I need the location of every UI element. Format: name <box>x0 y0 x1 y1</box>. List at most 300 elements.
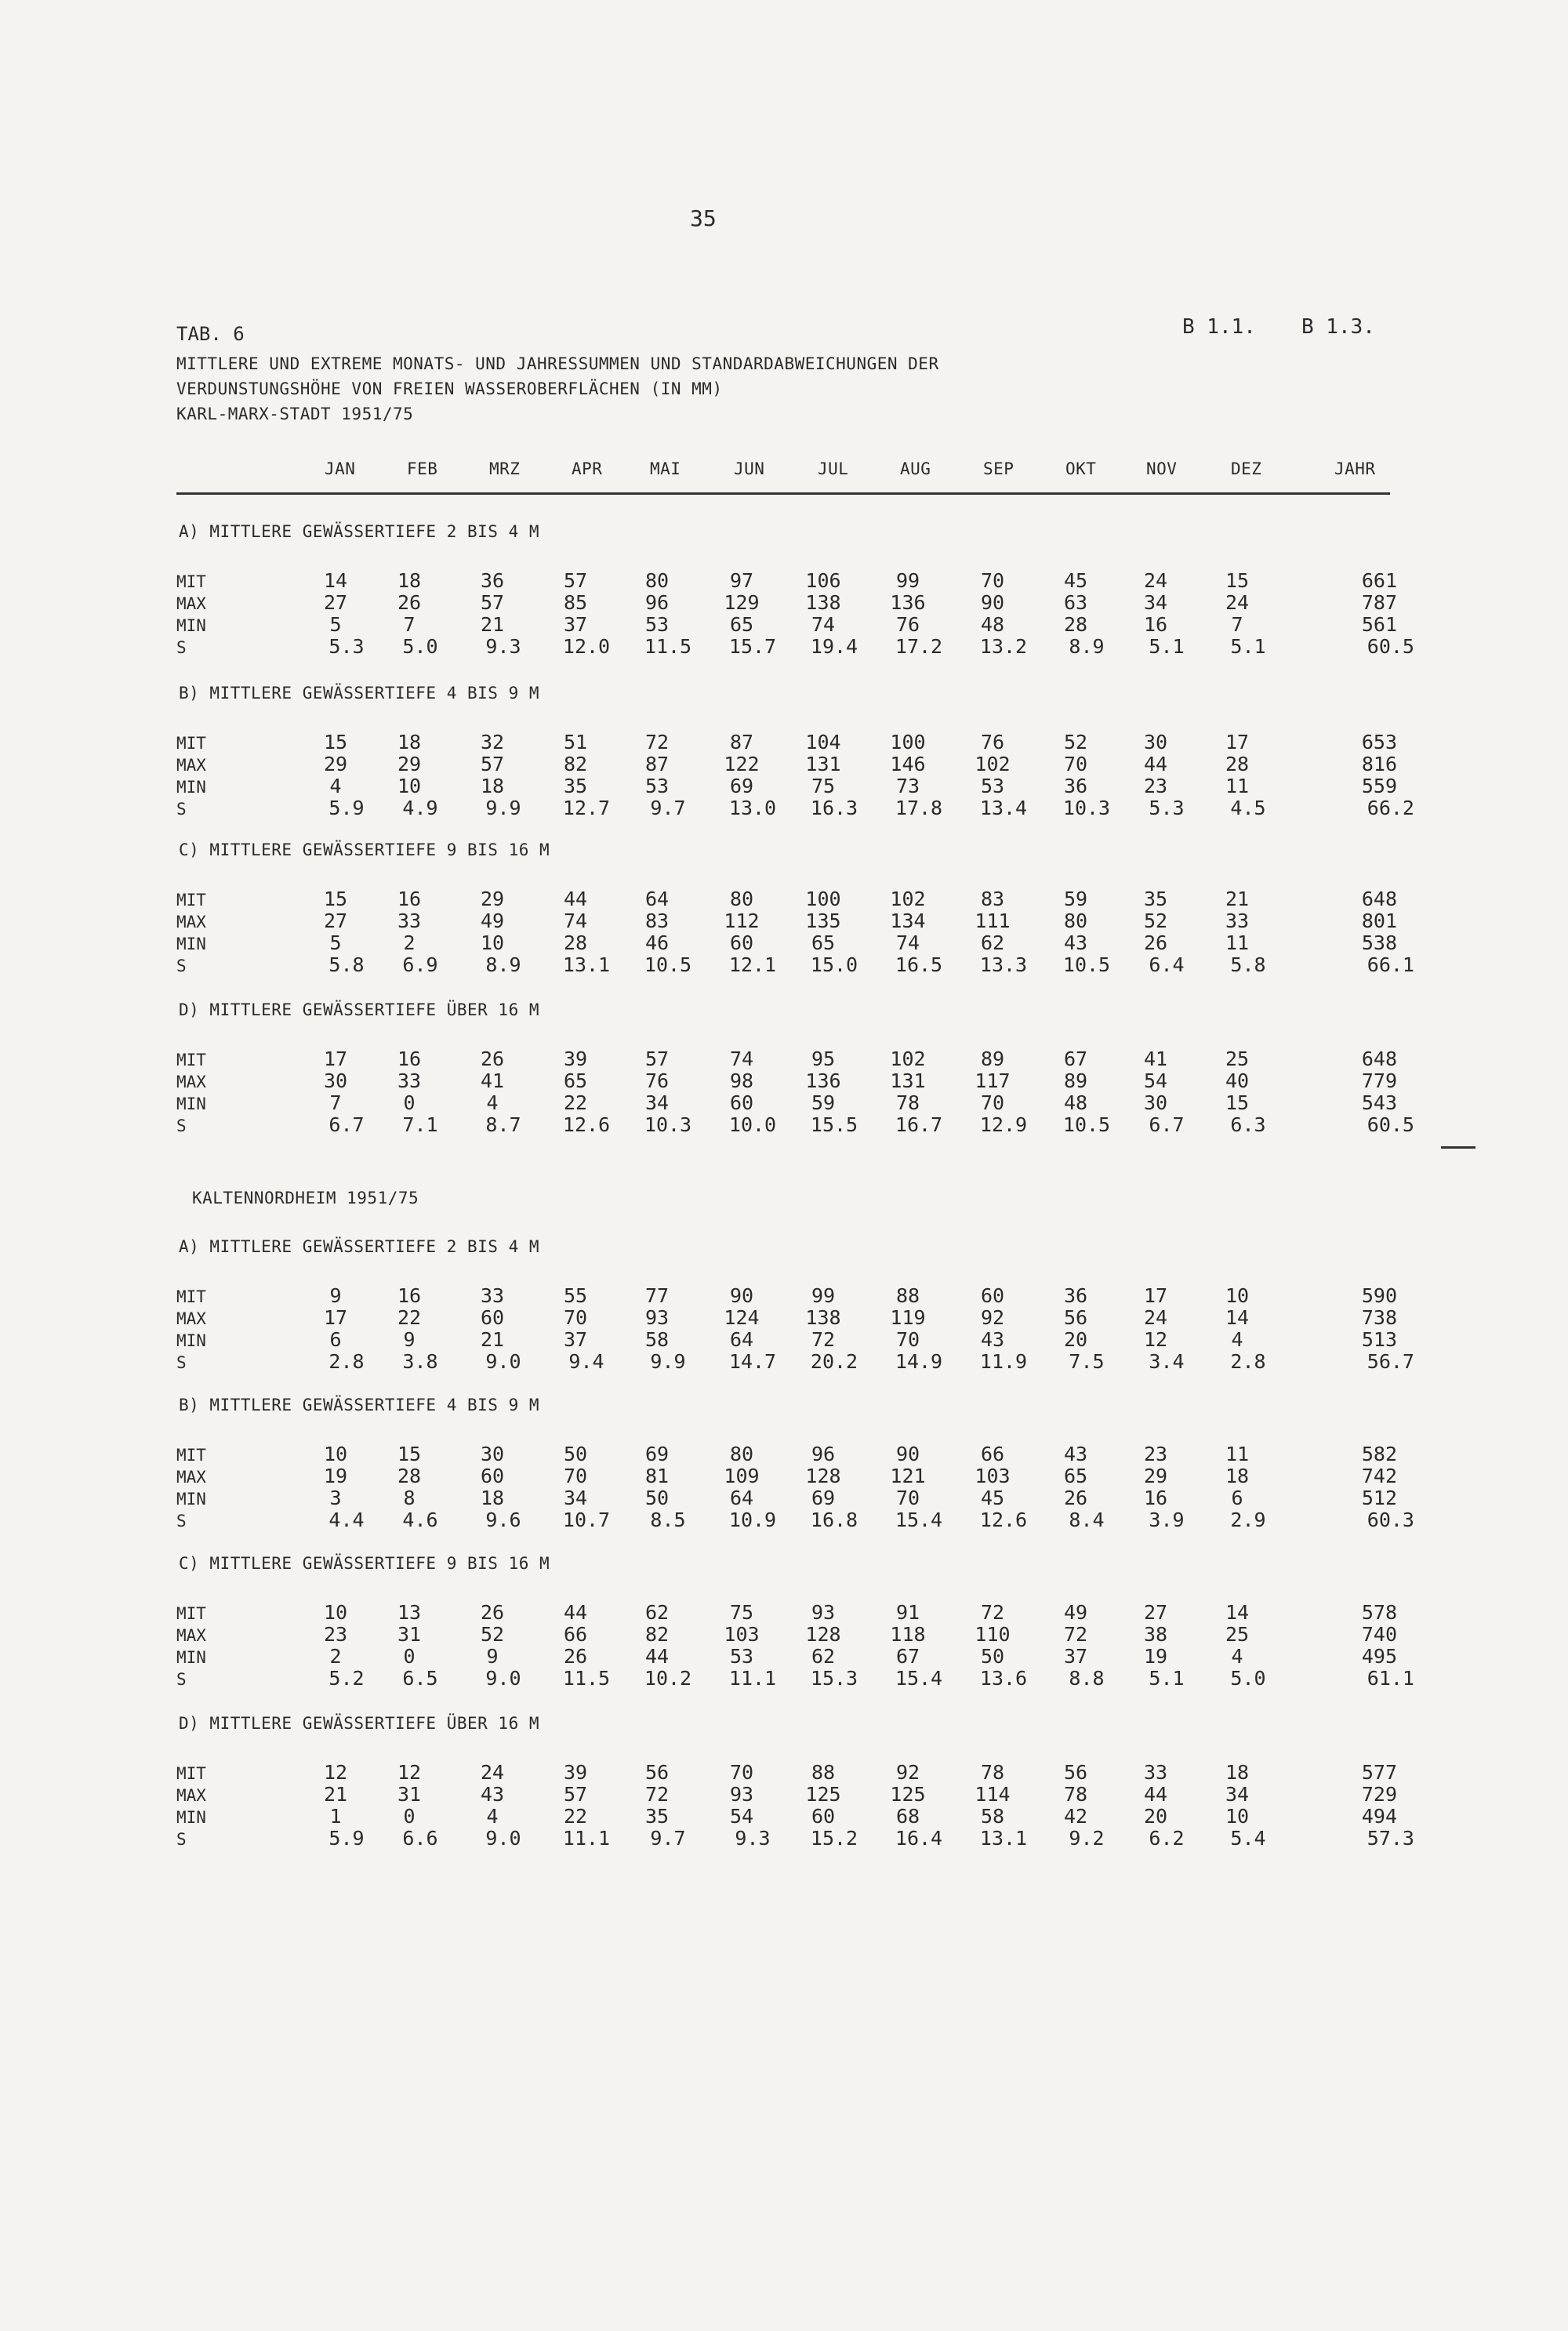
table-cell: 11 <box>1225 775 1250 797</box>
table-cell: 66 <box>563 1623 588 1646</box>
table-cell: 8.9 <box>1069 635 1105 658</box>
table-cell: 3.4 <box>1149 1350 1185 1373</box>
table-cell: 8.5 <box>650 1509 686 1531</box>
table-cell: 73 <box>895 775 920 797</box>
table-cell: 561 <box>1361 613 1397 636</box>
table-cell: 661 <box>1361 569 1397 592</box>
table-cell: 15 <box>323 888 348 910</box>
table-cell: 75 <box>811 775 836 797</box>
table-cell: 14.7 <box>728 1350 777 1373</box>
table-cell: 7 <box>403 613 416 636</box>
table-cell: 99 <box>811 1284 836 1307</box>
table-cell: 136 <box>805 1069 841 1092</box>
table-cell: 41 <box>1143 1047 1168 1070</box>
table-cell: 50 <box>980 1645 1005 1668</box>
table-cell: 138 <box>805 591 841 614</box>
table-cell: 18 <box>1225 1465 1250 1487</box>
table-cell: 104 <box>805 731 841 753</box>
table-cell: 30 <box>480 1443 505 1465</box>
table-cell: 65 <box>1063 1465 1088 1487</box>
column-header-feb: FEB <box>407 459 438 478</box>
reference-1: B 1.1. <box>1182 315 1256 339</box>
table-cell: 37 <box>563 613 588 636</box>
table-cell: 37 <box>1063 1645 1088 1668</box>
row-label-min: MIN <box>176 778 206 797</box>
row-label-s: S <box>176 638 187 657</box>
table-cell: 29 <box>323 753 348 775</box>
table-cell: 24 <box>1225 591 1250 614</box>
table-cell: 66 <box>980 1443 1005 1465</box>
table-cell: 9.7 <box>650 797 686 819</box>
table-cell: 57 <box>563 569 588 592</box>
table-cell: 134 <box>890 910 926 932</box>
table-cell: 16.8 <box>810 1509 858 1531</box>
table-cell: 122 <box>724 753 760 775</box>
table-cell: 34 <box>1225 1783 1250 1806</box>
table-cell: 6.4 <box>1149 953 1185 976</box>
table-cell: 74 <box>563 910 588 932</box>
table-cell: 15.5 <box>810 1113 858 1136</box>
column-header-nov: NOV <box>1146 459 1178 478</box>
table-cell: 10 <box>480 931 505 954</box>
table-label: TAB. 6 <box>176 323 245 345</box>
page-number: 35 <box>690 205 717 231</box>
table-cell: 70 <box>563 1465 588 1487</box>
table-title-line-3: KARL-MARX-STADT 1951/75 <box>176 405 414 423</box>
table-cell: 64 <box>729 1487 754 1509</box>
table-cell: 11.9 <box>979 1350 1028 1373</box>
row-label-s: S <box>176 800 187 819</box>
table-cell: 28 <box>1225 753 1250 775</box>
table-cell: 131 <box>890 1069 926 1092</box>
table-cell: 57 <box>644 1047 670 1070</box>
section-title: A) MITTLERE GEWÄSSERTIEFE 2 BIS 4 M <box>179 1237 540 1256</box>
table-cell: 45 <box>1063 569 1088 592</box>
table-cell: 121 <box>890 1465 926 1487</box>
table-cell: 80 <box>1063 910 1088 932</box>
margin-dash <box>1441 1146 1475 1149</box>
table-cell: 30 <box>1143 731 1168 753</box>
table-cell: 3 <box>329 1487 342 1509</box>
table-cell: 59 <box>811 1091 836 1114</box>
table-cell: 83 <box>980 888 1005 910</box>
row-label-mit: MIT <box>176 891 206 910</box>
table-cell: 15.7 <box>728 635 777 658</box>
table-cell: 38 <box>1143 1623 1168 1646</box>
table-cell: 39 <box>563 1047 588 1070</box>
table-cell: 72 <box>1063 1623 1088 1646</box>
table-cell: 44 <box>563 1601 588 1624</box>
table-cell: 6 <box>329 1328 342 1351</box>
row-label-min: MIN <box>176 616 206 635</box>
table-cell: 6.2 <box>1149 1827 1185 1850</box>
table-cell: 7.5 <box>1069 1350 1105 1373</box>
table-cell: 67 <box>895 1645 920 1668</box>
row-label-min: MIN <box>176 1095 206 1113</box>
table-cell: 16 <box>397 1284 422 1307</box>
table-cell: 26 <box>1143 931 1168 954</box>
table-cell: 15 <box>1225 1091 1250 1114</box>
table-cell: 11.1 <box>562 1827 611 1850</box>
table-cell: 33 <box>397 910 422 932</box>
table-cell: 538 <box>1361 931 1397 954</box>
table-cell: 11 <box>1225 1443 1250 1465</box>
table-cell: 11.5 <box>562 1667 611 1690</box>
table-cell: 6.7 <box>1149 1113 1185 1136</box>
table-cell: 15 <box>1225 569 1250 592</box>
table-cell: 41 <box>480 1069 505 1092</box>
table-cell: 19.4 <box>810 635 858 658</box>
table-cell: 103 <box>724 1623 760 1646</box>
table-cell: 60 <box>729 1091 754 1114</box>
table-cell: 56 <box>1063 1306 1088 1329</box>
table-cell: 52 <box>1063 731 1088 753</box>
table-cell: 5.0 <box>1230 1667 1266 1690</box>
table-cell: 9.0 <box>485 1350 521 1373</box>
table-cell: 22 <box>563 1805 588 1828</box>
table-cell: 57 <box>480 753 505 775</box>
column-header-mai: MAI <box>650 459 681 478</box>
column-header-mrz: MRZ <box>489 459 521 478</box>
table-cell: 13.1 <box>562 953 611 976</box>
row-label-mit: MIT <box>176 1287 206 1306</box>
table-cell: 82 <box>644 1623 670 1646</box>
table-cell: 13.6 <box>979 1667 1028 1690</box>
column-header-okt: OKT <box>1065 459 1097 478</box>
table-cell: 52 <box>1143 910 1168 932</box>
table-cell: 17 <box>323 1047 348 1070</box>
table-cell: 15 <box>397 1443 422 1465</box>
table-cell: 10.5 <box>1062 1113 1111 1136</box>
table-cell: 4 <box>329 775 342 797</box>
table-cell: 729 <box>1361 1783 1397 1806</box>
table-cell: 14.9 <box>895 1350 943 1373</box>
table-cell: 30 <box>323 1069 348 1092</box>
table-cell: 8.4 <box>1069 1509 1105 1531</box>
table-cell: 10 <box>1225 1284 1250 1307</box>
table-cell: 83 <box>644 910 670 932</box>
table-cell: 51 <box>563 731 588 753</box>
table-cell: 34 <box>644 1091 670 1114</box>
row-label-max: MAX <box>176 1309 206 1328</box>
table-cell: 9 <box>329 1284 342 1307</box>
table-cell: 91 <box>895 1601 920 1624</box>
table-cell: 5.0 <box>402 635 438 658</box>
table-cell: 70 <box>980 1091 1005 1114</box>
table-cell: 21 <box>323 1783 348 1806</box>
table-cell: 69 <box>811 1487 836 1509</box>
table-cell: 14 <box>1225 1306 1250 1329</box>
table-cell: 0 <box>403 1645 416 1668</box>
table-cell: 85 <box>563 591 588 614</box>
table-cell: 70 <box>895 1487 920 1509</box>
table-cell: 58 <box>980 1805 1005 1828</box>
row-label-s: S <box>176 1353 187 1372</box>
table-cell: 72 <box>980 1601 1005 1624</box>
table-cell: 23 <box>1143 1443 1168 1465</box>
table-cell: 10.9 <box>728 1509 777 1531</box>
table-cell: 9.2 <box>1069 1827 1105 1850</box>
table-cell: 648 <box>1361 888 1397 910</box>
table-cell: 77 <box>644 1284 670 1307</box>
table-cell: 49 <box>480 910 505 932</box>
table-cell: 42 <box>1063 1805 1088 1828</box>
table-cell: 10.5 <box>644 953 692 976</box>
table-cell: 27 <box>323 591 348 614</box>
table-cell: 128 <box>805 1465 841 1487</box>
table-cell: 35 <box>644 1805 670 1828</box>
table-cell: 136 <box>890 591 926 614</box>
table-cell: 74 <box>729 1047 754 1070</box>
table-cell: 17 <box>1143 1284 1168 1307</box>
table-cell: 9.0 <box>485 1827 521 1850</box>
table-cell: 53 <box>644 613 670 636</box>
table-cell: 8.8 <box>1069 1667 1105 1690</box>
table-cell: 16.5 <box>895 953 943 976</box>
table-cell: 15.4 <box>895 1667 943 1690</box>
table-cell: 124 <box>724 1306 760 1329</box>
table-cell: 80 <box>644 569 670 592</box>
table-cell: 4 <box>1231 1645 1243 1668</box>
table-cell: 60 <box>811 1805 836 1828</box>
row-label-min: MIN <box>176 1648 206 1667</box>
table-cell: 9.6 <box>485 1509 521 1531</box>
table-cell: 9.9 <box>650 1350 686 1373</box>
table-cell: 9.0 <box>485 1667 521 1690</box>
table-cell: 495 <box>1361 1645 1397 1668</box>
table-cell: 18 <box>480 1487 505 1509</box>
table-cell: 96 <box>644 591 670 614</box>
table-cell: 72 <box>811 1328 836 1351</box>
table-cell: 5 <box>329 931 342 954</box>
table-cell: 89 <box>1063 1069 1088 1092</box>
table-cell: 9 <box>403 1328 416 1351</box>
table-cell: 0 <box>403 1091 416 1114</box>
table-cell: 31 <box>397 1623 422 1646</box>
column-header-jahr: JAHR <box>1334 459 1376 478</box>
section-title: D) MITTLERE GEWÄSSERTIEFE ÜBER 16 M <box>179 1714 540 1733</box>
table-cell: 70 <box>980 569 1005 592</box>
table-cell: 3.9 <box>1149 1509 1185 1531</box>
table-cell: 653 <box>1361 731 1397 753</box>
table-cell: 740 <box>1361 1623 1397 1646</box>
table-cell: 61.1 <box>1367 1667 1414 1690</box>
table-cell: 62 <box>644 1601 670 1624</box>
table-cell: 13.2 <box>979 635 1028 658</box>
station-title-kaltennordheim: KALTENNORDHEIM 1951/75 <box>192 1189 419 1207</box>
table-cell: 648 <box>1361 1047 1397 1070</box>
table-cell: 37 <box>563 1328 588 1351</box>
table-cell: 56.7 <box>1367 1350 1414 1373</box>
table-cell: 103 <box>975 1465 1011 1487</box>
table-cell: 801 <box>1361 910 1397 932</box>
table-cell: 0 <box>403 1805 416 1828</box>
table-cell: 27 <box>1143 1601 1168 1624</box>
table-cell: 6.5 <box>402 1667 438 1690</box>
table-cell: 2.8 <box>1230 1350 1266 1373</box>
table-cell: 12.6 <box>562 1113 611 1136</box>
section-title: D) MITTLERE GEWÄSSERTIEFE ÜBER 16 M <box>179 1000 540 1019</box>
table-cell: 128 <box>805 1623 841 1646</box>
table-cell: 5.9 <box>328 1827 365 1850</box>
table-cell: 15.4 <box>895 1509 943 1531</box>
table-cell: 100 <box>890 731 926 753</box>
table-cell: 53 <box>644 775 670 797</box>
table-cell: 53 <box>729 1645 754 1668</box>
row-label-max: MAX <box>176 594 206 613</box>
table-cell: 14 <box>323 569 348 592</box>
table-cell: 93 <box>729 1783 754 1806</box>
table-cell: 18 <box>1225 1761 1250 1784</box>
table-cell: 106 <box>805 569 841 592</box>
table-cell: 11.1 <box>728 1667 777 1690</box>
table-cell: 27 <box>323 910 348 932</box>
table-cell: 76 <box>980 731 1005 753</box>
table-cell: 36 <box>1063 1284 1088 1307</box>
table-cell: 21 <box>480 1328 505 1351</box>
row-label-max: MAX <box>176 1786 206 1805</box>
table-cell: 10 <box>1225 1805 1250 1828</box>
table-cell: 74 <box>811 613 836 636</box>
table-cell: 20.2 <box>810 1350 858 1373</box>
table-cell: 4.4 <box>328 1509 365 1531</box>
table-cell: 44 <box>1143 753 1168 775</box>
table-cell: 11 <box>1225 931 1250 954</box>
table-cell: 66.1 <box>1367 953 1414 976</box>
table-cell: 125 <box>805 1783 841 1806</box>
table-cell: 23 <box>1143 775 1168 797</box>
table-cell: 43 <box>1063 1443 1088 1465</box>
table-cell: 6.9 <box>402 953 438 976</box>
table-cell: 10.7 <box>562 1509 611 1531</box>
table-cell: 52 <box>480 1623 505 1646</box>
table-cell: 80 <box>729 888 754 910</box>
table-cell: 5.4 <box>1230 1827 1266 1850</box>
table-cell: 12.0 <box>562 635 611 658</box>
table-cell: 60.3 <box>1367 1509 1414 1531</box>
table-cell: 43 <box>1063 931 1088 954</box>
section-title: B) MITTLERE GEWÄSSERTIEFE 4 BIS 9 M <box>179 684 540 703</box>
column-header-aug: AUG <box>900 459 931 478</box>
table-cell: 44 <box>1143 1783 1168 1806</box>
table-cell: 78 <box>1063 1783 1088 1806</box>
table-cell: 118 <box>890 1623 926 1646</box>
table-cell: 15.3 <box>810 1667 858 1690</box>
table-cell: 16.7 <box>895 1113 943 1136</box>
table-cell: 17 <box>323 1306 348 1329</box>
table-cell: 111 <box>975 910 1011 932</box>
row-label-max: MAX <box>176 1073 206 1091</box>
table-cell: 65 <box>729 613 754 636</box>
table-cell: 88 <box>811 1761 836 1784</box>
table-cell: 57.3 <box>1367 1827 1414 1850</box>
table-cell: 135 <box>805 910 841 932</box>
row-label-max: MAX <box>176 1626 206 1645</box>
table-cell: 12 <box>1143 1328 1168 1351</box>
table-cell: 13.0 <box>728 797 777 819</box>
table-cell: 33 <box>480 1284 505 1307</box>
table-cell: 6.7 <box>328 1113 365 1136</box>
table-cell: 582 <box>1361 1443 1397 1465</box>
table-cell: 21 <box>1225 888 1250 910</box>
table-cell: 78 <box>980 1761 1005 1784</box>
table-cell: 62 <box>980 931 1005 954</box>
table-cell: 738 <box>1361 1306 1397 1329</box>
table-cell: 12.7 <box>562 797 611 819</box>
section-title: A) MITTLERE GEWÄSSERTIEFE 2 BIS 4 M <box>179 522 540 541</box>
table-cell: 80 <box>729 1443 754 1465</box>
table-cell: 146 <box>890 753 926 775</box>
table-title-line-2: VERDUNSTUNGSHÖHE VON FREIEN WASSEROBERFLÄCHEN (IN MM) <box>176 379 723 398</box>
table-cell: 5.1 <box>1230 635 1266 658</box>
table-cell: 10 <box>397 775 422 797</box>
table-cell: 46 <box>644 931 670 954</box>
table-cell: 54 <box>1143 1069 1168 1092</box>
table-cell: 12.6 <box>979 1509 1028 1531</box>
table-cell: 60 <box>480 1306 505 1329</box>
table-cell: 33 <box>1143 1761 1168 1784</box>
column-header-dez: DEZ <box>1231 459 1262 478</box>
table-cell: 25 <box>1225 1623 1250 1646</box>
table-cell: 494 <box>1361 1805 1397 1828</box>
table-cell: 513 <box>1361 1328 1397 1351</box>
table-cell: 60.5 <box>1367 1113 1414 1136</box>
table-cell: 56 <box>1063 1761 1088 1784</box>
table-cell: 5.2 <box>328 1667 365 1690</box>
table-cell: 57 <box>563 1783 588 1806</box>
row-label-mit: MIT <box>176 572 206 591</box>
table-cell: 9 <box>486 1645 499 1668</box>
table-cell: 7 <box>329 1091 342 1114</box>
table-cell: 28 <box>563 931 588 954</box>
column-header-sep: SEP <box>983 459 1014 478</box>
table-cell: 16 <box>1143 1487 1168 1509</box>
table-cell: 48 <box>980 613 1005 636</box>
table-cell: 60 <box>980 1284 1005 1307</box>
table-cell: 76 <box>895 613 920 636</box>
table-cell: 119 <box>890 1306 926 1329</box>
table-cell: 26 <box>1063 1487 1088 1509</box>
table-cell: 4.6 <box>402 1509 438 1531</box>
table-cell: 93 <box>811 1601 836 1624</box>
table-cell: 2 <box>403 931 416 954</box>
table-cell: 5 <box>329 613 342 636</box>
table-cell: 4.9 <box>402 797 438 819</box>
table-cell: 64 <box>729 1328 754 1351</box>
row-label-s: S <box>176 957 187 975</box>
table-cell: 5.9 <box>328 797 365 819</box>
table-cell: 63 <box>1063 591 1088 614</box>
table-cell: 70 <box>563 1306 588 1329</box>
table-cell: 590 <box>1361 1284 1397 1307</box>
table-cell: 10.0 <box>728 1113 777 1136</box>
table-cell: 65 <box>811 931 836 954</box>
table-cell: 50 <box>563 1443 588 1465</box>
table-cell: 59 <box>1063 888 1088 910</box>
table-cell: 9.3 <box>735 1827 771 1850</box>
table-cell: 35 <box>1143 888 1168 910</box>
table-cell: 53 <box>980 775 1005 797</box>
table-cell: 7.1 <box>402 1113 438 1136</box>
table-cell: 129 <box>724 591 760 614</box>
table-cell: 102 <box>975 753 1011 775</box>
table-cell: 16 <box>397 888 422 910</box>
table-cell: 56 <box>644 1761 670 1784</box>
table-cell: 5.8 <box>328 953 365 976</box>
table-cell: 26 <box>480 1601 505 1624</box>
column-header-jan: JAN <box>325 459 356 478</box>
table-cell: 9.7 <box>650 1827 686 1850</box>
